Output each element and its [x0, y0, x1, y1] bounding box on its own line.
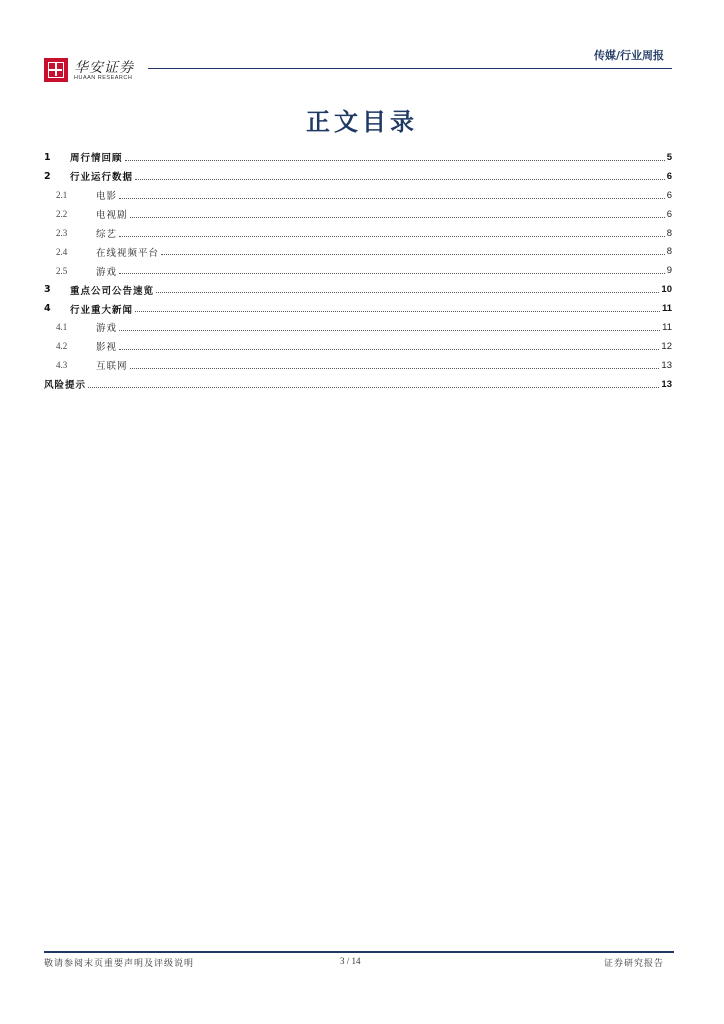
toc-entry[interactable]: [44, 261, 672, 280]
toc-entry-label: 电视剧: [96, 210, 128, 222]
toc-entry-number: 4: [44, 303, 51, 315]
toc-entry-label: 行业重大新闻: [70, 304, 134, 316]
toc-entry-label: 周行情回顾: [70, 153, 123, 165]
toc-entry-label: 行业运行数据: [70, 172, 134, 184]
brand-name-cn: 华安证券: [74, 60, 134, 76]
toc-dot-leader: [119, 273, 665, 274]
toc-entry-label: 游戏: [96, 266, 118, 278]
toc-entry-label: 重点公司公告速览: [70, 285, 155, 297]
toc-entry-label: 在线视频平台: [96, 247, 160, 259]
toc-entry-label: 风险提示: [44, 380, 87, 392]
toc-entry[interactable]: [44, 337, 672, 356]
toc-entry-number: 2: [44, 170, 51, 182]
toc-entry[interactable]: [44, 205, 672, 224]
toc-entry-page: 11: [662, 321, 672, 333]
toc-entry-label: 互联网: [96, 361, 128, 373]
toc-dot-leader: [135, 311, 660, 312]
toc-dot-leader: [119, 198, 665, 199]
footer-divider: [44, 951, 674, 953]
footer-report-type: 证券研究报告: [603, 959, 664, 969]
toc-entry-number: 3: [44, 284, 51, 296]
page-header: [0, 0, 724, 90]
toc-entry-page: 8: [666, 246, 672, 258]
header-divider: [148, 68, 672, 69]
toc-entry[interactable]: [44, 356, 672, 375]
toc-entry[interactable]: [44, 375, 672, 394]
toc-dot-leader: [161, 254, 665, 255]
toc-dot-leader: [130, 368, 660, 369]
toc-dot-leader: [156, 292, 659, 293]
footer-disclaimer: 敬请参阅末页重要声明及评级说明: [44, 959, 195, 969]
toc-entry-page: 5: [666, 151, 672, 163]
page-title: 正文目录: [306, 108, 418, 136]
toc-entry-number: 2.1: [56, 190, 68, 201]
toc-entry[interactable]: [44, 299, 672, 318]
brand-name-en: HUAAN RESEARCH: [74, 75, 133, 81]
toc-entry-number: 2.3: [56, 228, 68, 238]
toc-entry[interactable]: [44, 148, 672, 167]
toc-entry-page: 6: [666, 170, 672, 182]
toc-entry-number: 4.3: [56, 360, 68, 371]
toc-entry-label: 游戏: [96, 323, 118, 335]
toc-entry[interactable]: [44, 318, 672, 337]
toc-entry-label: 电影: [96, 191, 118, 203]
toc-dot-leader: [130, 217, 665, 218]
toc-entry-number: 4.2: [56, 341, 68, 352]
toc-entry-page: 13: [661, 359, 672, 371]
toc-entry-number: 2.4: [56, 246, 68, 257]
toc-dot-leader: [119, 330, 660, 331]
toc-entry-label: 影视: [96, 342, 118, 354]
toc-dot-leader: [88, 387, 659, 388]
toc-entry[interactable]: [44, 224, 672, 243]
toc-entry-number: 1: [44, 151, 51, 163]
toc-dot-leader: [135, 179, 665, 180]
toc-entry[interactable]: [44, 280, 672, 299]
toc-entry-number: 4.1: [56, 322, 68, 333]
page-number: 3 / 14: [340, 956, 361, 966]
toc-entry-page: 11: [661, 303, 672, 315]
toc-dot-leader: [119, 349, 659, 350]
toc-entry[interactable]: [44, 242, 672, 261]
toc-dot-leader: [119, 236, 665, 237]
table-of-contents: [44, 148, 672, 394]
toc-entry-number: 2.2: [56, 209, 68, 220]
toc-entry[interactable]: [44, 167, 672, 186]
toc-dot-leader: [125, 160, 665, 161]
huaan-logo-icon: [44, 58, 68, 82]
toc-entry[interactable]: [44, 186, 672, 205]
toc-entry-page: 6: [666, 189, 672, 201]
toc-entry-page: 6: [666, 208, 672, 220]
toc-entry-page: 12: [661, 340, 672, 352]
toc-entry-page: 8: [666, 227, 672, 239]
toc-entry-page: 13: [661, 378, 672, 390]
report-category: 传媒/行业周报: [593, 49, 664, 62]
toc-entry-label: 综艺: [96, 229, 118, 240]
toc-entry-number: 2.5: [56, 265, 68, 276]
toc-entry-page: 10: [661, 284, 672, 296]
toc-entry-page: 9: [666, 265, 672, 277]
